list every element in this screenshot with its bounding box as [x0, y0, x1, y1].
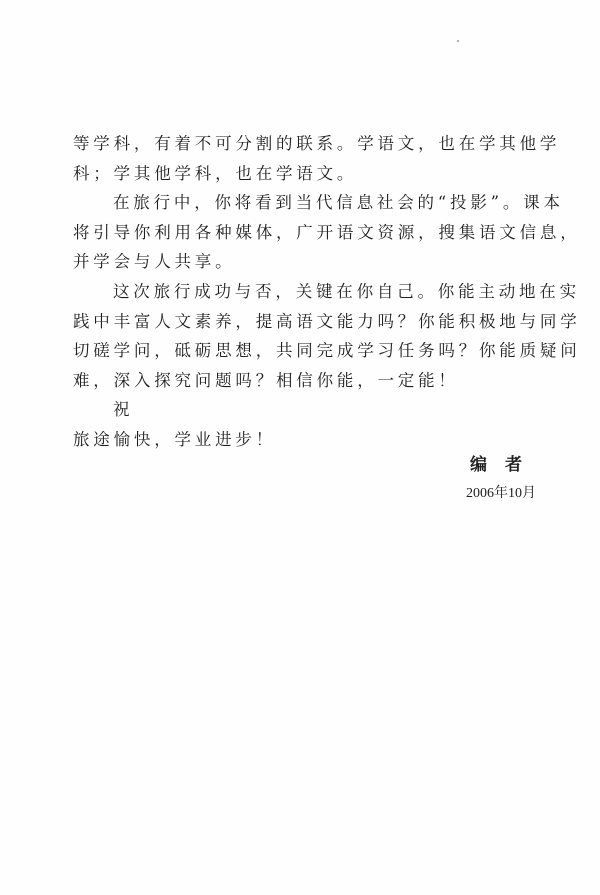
- signature: 编者: [470, 455, 540, 475]
- text-line: 科；学其他学科，也在学语文。: [73, 163, 358, 183]
- text-line: 等学科，有着不可分割的联系。学语文，也在学其他学: [73, 134, 561, 153]
- text-line: 祝: [113, 400, 134, 420]
- text-line: 这次旅行成功与否，关键在你自己。你能主动地在实: [113, 281, 580, 301]
- text-line: 切磋学问，砥砺思想，共同完成学习任务吗？你能质疑问: [73, 341, 581, 361]
- text-line: 践中丰富人文素养，提高语文能力吗？你能积极地与同学: [73, 311, 581, 331]
- text-line: 将引导你利用各种媒体，广开语文资源，搜集语文信息，: [73, 222, 581, 242]
- text-line: 旅途愉快，学业进步！: [73, 429, 276, 449]
- text-line: 在旅行中，你将看到当代信息社会的“投影”。课本: [113, 193, 564, 213]
- text-line: 难，深入探究问题吗？相信你能，一定能！: [73, 370, 459, 390]
- body-text: [73, 129, 581, 455]
- date: 2006年10月: [466, 486, 536, 501]
- text-line: 并学会与人共享。: [73, 252, 236, 272]
- scan-speck: [457, 40, 459, 42]
